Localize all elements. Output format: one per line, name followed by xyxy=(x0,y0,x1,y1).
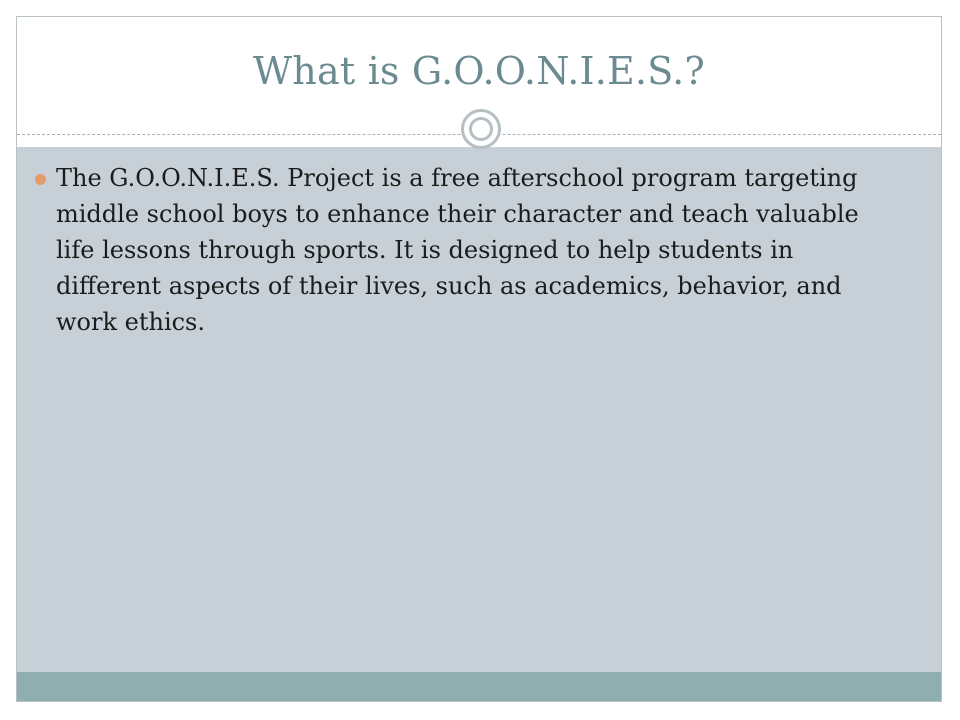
bullet-dot-icon xyxy=(35,174,46,185)
footer-band xyxy=(17,672,941,702)
bullet-list xyxy=(32,160,862,340)
ring-ornament-icon xyxy=(461,109,501,149)
slide xyxy=(16,16,942,702)
ring-inner-icon xyxy=(469,117,493,141)
bullet-text: The G.O.O.N.I.E.S. Project is a free afterschool program targeting middle school boys to enhance their character and teach valuable life lessons through sports. It is designed to help students in different aspects of their lives, such as academics, behavior, and work ethics. xyxy=(56,164,859,336)
bullet-item xyxy=(32,160,862,340)
slide-title: What is G.O.O.N.I.E.S.? xyxy=(253,49,705,93)
